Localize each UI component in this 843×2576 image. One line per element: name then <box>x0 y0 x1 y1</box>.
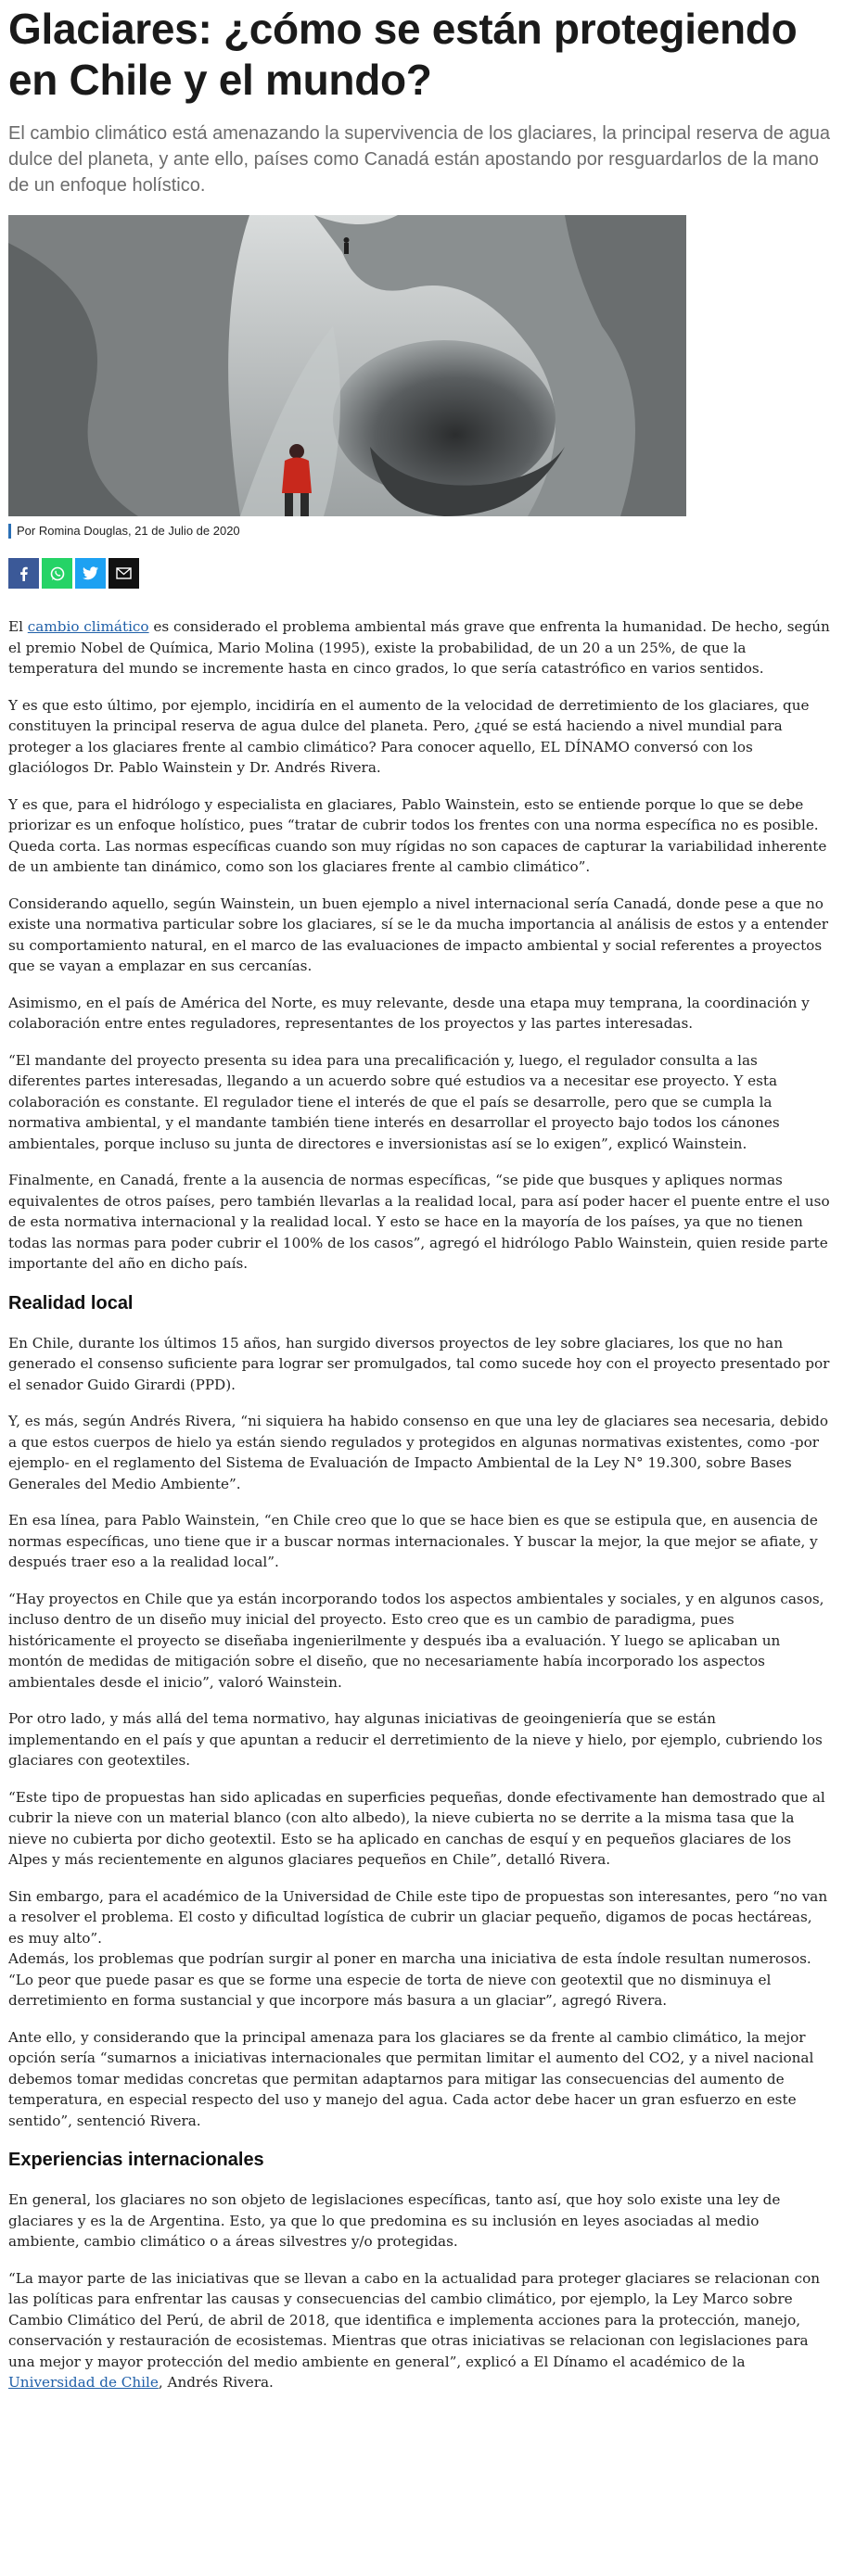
twitter-share-button[interactable] <box>75 558 106 589</box>
paragraph: “La mayor parte de las iniciativas que se llevan a cabo en la actualidad para proteger glaciares se relacionan con las políticas para enfrentar las causas y consecuencias del cambio climático, por ejemplo, la Ley Marco sobre Cambio Climático del Perú, de abril de 2018, que identifica e implementa acciones para la protección, manejo, conservación y restauración de ecosistemas. Mientras que otras iniciativas se relacionan con legislaciones para una mejor y mayor protección del medio ambiente en general”, explicó a El Dínamo el académico de la Universidad de Chile, Andrés Rivera. <box>8 2269 821 2391</box>
email-share-button[interactable] <box>109 558 139 589</box>
paragraph: En Chile, durante los últimos 15 años, han surgido diversos proyectos de ley sobre glaciares, los que no han generado el consenso suficiente para lograr ser promulgados, tal como sucede hoy con el proyecto presentado por el senador Guido Girardi (PPD). <box>8 1334 830 1393</box>
paragraph: Ante ello, y considerando que la principal amenaza para los glaciares se da frente al cambio climático, la mejor opción sería “sumarnos a iniciativas internacionales que permitan limitar el aumento del CO2, y a nivel nacional debemos tomar medidas concretas que permitan adaptarnos para mitigar las consecuencias del aumento de temperatura, en especial respecto del uso y manejo del agua. Cada actor debe hacer un gran esfuerzo en este sentido”, sentenció Rivera. <box>8 2028 814 2129</box>
paragraph: “El mandante del proyecto presenta su idea para una precalificación y, luego, el regulador consulta a las diferentes partes interesadas, llegando a un acuerdo sobre qué estudios va a necesitar ese proyecto. Y esta colaboración es constante. El regulador tiene el interés de que el país se desarrolle, pero que se cumpla la normativa ambiental, y el mandante también tiene interés en desarrollar el proyecto bajo todos los cánones ambientales, porque incluso su junta de directores e inversionistas así se lo exigen”, explicó Wainstein. <box>8 1051 780 1152</box>
whatsapp-share-button[interactable] <box>42 558 72 589</box>
hero-image <box>8 215 686 516</box>
byline: Por Romina Douglas, 21 de Julio de 2020 <box>8 524 835 539</box>
facebook-share-button[interactable] <box>8 558 39 589</box>
email-icon <box>116 567 132 579</box>
paragraph: Considerando aquello, según Wainstein, un buen ejemplo a nivel internacional sería Canadá, donde pese a que no existe una normativa particular sobre los glaciares, sí se le da mucha importancia al análisis de estos y a entender su comportamiento natural, en el marco de las evaluaciones de impacto ambiental y social referentes a proyectos que se vayan a emplazar en sus cercanías. <box>8 895 829 974</box>
paragraph: En general, los glaciares no son objeto de legislaciones específicas, tanto así, que hoy solo existe una ley de glaciares y es la de Argentina. Esto, ya que lo que predomina es su inclusión en leyes asociadas al medio ambiente, cambio climático o a áreas silvestres y/o protegidas. <box>8 2191 781 2250</box>
paragraph: “Hay proyectos en Chile que ya están incorporando todos los aspectos ambientales y sociales, y en algunos casos, incluso dentro de un diseño muy inicial del proyecto. Esto creo que es un cambio de paradigma, pues históricamente el proyecto se diseñaba ingenierilmente y después iba a evaluación. Y luego se aplicaban un montón de medidas de mitigación sobre el diseño, que no necesariamente había incorporado los aspectos ambientales desde el inicio”, valoró Wainstein. <box>8 1590 824 1691</box>
cambio-climatico-link[interactable]: cambio climático <box>27 618 149 635</box>
whatsapp-icon <box>49 565 66 582</box>
article-title: Glaciares: ¿cómo se están protegiendo en Chile y el mundo? <box>8 5 798 104</box>
glacier-cave-illustration <box>8 215 686 516</box>
article-lead: El cambio climático está amenazando la supervivencia de los glaciares, la principal reserva de agua dulce del planeta, y ante ello, países como Canadá están apostando por resguardarlos de la mano de un enfoque holístico. <box>8 123 831 196</box>
facebook-icon <box>17 566 32 581</box>
paragraph: Y es que esto último, por ejemplo, incidiría en el aumento de la velocidad de derretimiento de los glaciares, que constituyen la principal reserva de agua dulce del planeta. Pero, ¿qué se está haciendo a nivel mundial para proteger a los glaciares frente al cambio climático? Para conocer aquello, EL DÍNAMO conversó con los glaciólogos Dr. Pablo Wainstein y Dr. Andrés Rivera. <box>8 696 810 776</box>
paragraph: Y es que, para el hidrólogo y especialista en glaciares, Pablo Wainstein, esto se entiende porque lo que se debe priorizar es un enfoque holístico, pues “tratar de cubrir todos los frentes con una norma específica no es posible. Queda corta. Las normas específicas cuando son muy rígidas no son capaces de capturar la variabilidad inherente de un ambiente tan dinámico, como son los glaciares frente al cambio climático”. <box>8 795 827 875</box>
paragraph: Asimismo, en el país de América del Norte, es muy relevante, desde una etapa muy temprana, la coordinación y colaboración entre entes reguladores, representantes de los proyectos y las partes interesadas. <box>8 994 810 1032</box>
paragraph: Finalmente, en Canadá, frente a la ausencia de normas específicas, “se pide que busques y apliques normas equivalentes de otros países, pero también llevarlas a la realidad local, para así poder hacer el puente entre el uso de esta normativa internacional y la realidad local. Y esto se hace en la mayoría de los países, ya que no tienen todas las normas para poder cubrir el 100% de los casos”, agregó el hidrólogo Pablo Wainstein, quien reside parte importante del año en dicho país. <box>8 1172 830 1272</box>
paragraph: “Este tipo de propuestas han sido aplicadas en superficies pequeñas, donde efectivamente han demostrado que al cubrir la nieve con un material blanco (con alto albedo), la nieve cubierta no se derrite a la misma tasa que la nieve no cubierta por dicho geotextil. Esto se ha aplicado en canchas de esquí y en pequeños glaciares de los Alpes y más recientemente en algunos glaciares pequeños en Chile”, detalló Rivera. <box>8 1788 825 1868</box>
paragraph: Y, es más, según Andrés Rivera, “ni siquiera ha habido consenso en que una ley de glaciares sea necesaria, debido a que estos cuerpos de hielo ya están siendo regulados y protegidos en algunas normativas existentes, como -por ejemplo- en el reglamento del Sistema de Evaluación de Impacto Ambiental de la Ley N° 19.300, sobre Bases Generales del Medio Ambiente”. <box>8 1413 829 1492</box>
section-heading-experiencias-internacionales: Experiencias internacionales <box>8 2150 264 2170</box>
paragraph: Por otro lado, y más allá del tema normativo, hay algunas iniciativas de geoingeniería que se están implementando en el país y que apuntan a reducir el derretimiento de la nieve y hielo, por ejemplo, cubriendo los glaciares con geotextiles. <box>8 1710 823 1769</box>
section-heading-realidad-local: Realidad local <box>8 1292 134 1313</box>
paragraph: Además, los problemas que podrían surgir al poner en marcha una iniciativa de esta índole resultan numerosos. “Lo peor que puede pasar es que se forme una especie de torta de nieve con geotextil que no disminuya el derretimiento en forma sustancial y que incorpore más basura a un glaciar”, agregó Rivera. <box>8 1950 811 2009</box>
share-bar <box>8 558 835 589</box>
article-body <box>8 616 835 2393</box>
paragraph: Sin embargo, para el académico de la Universidad de Chile este tipo de propuestas son interesantes, pero “no van a resolver el problema. El costo y dificultad logística de cubrir un glaciar pequeño, digamos de pocas hectáreas, es muy alto”. <box>8 1887 828 1947</box>
distant-figure <box>344 237 350 254</box>
paragraph: En esa línea, para Pablo Wainstein, “en Chile creo que lo que se hace bien es que se estipula que, en ausencia de normas específicas, uno tiene que ir a buscar normas internacionales. Y buscar la mejor, la que mejor se afiate, y después traer eso a la realidad local”. <box>8 1512 818 1570</box>
universidad-de-chile-link[interactable]: Universidad de Chile <box>8 2374 159 2391</box>
twitter-icon <box>83 566 98 580</box>
paragraph: El cambio climático es considerado el problema ambiental más grave que enfrenta la humanidad. De hecho, según el premio Nobel de Química, Mario Molina (1995), existe la probabilidad, de un 20 a un 25%, de que la temperatura del mundo se incremente hasta en cinco grados, lo que sería catastrófico en varios sentidos. <box>8 618 830 677</box>
